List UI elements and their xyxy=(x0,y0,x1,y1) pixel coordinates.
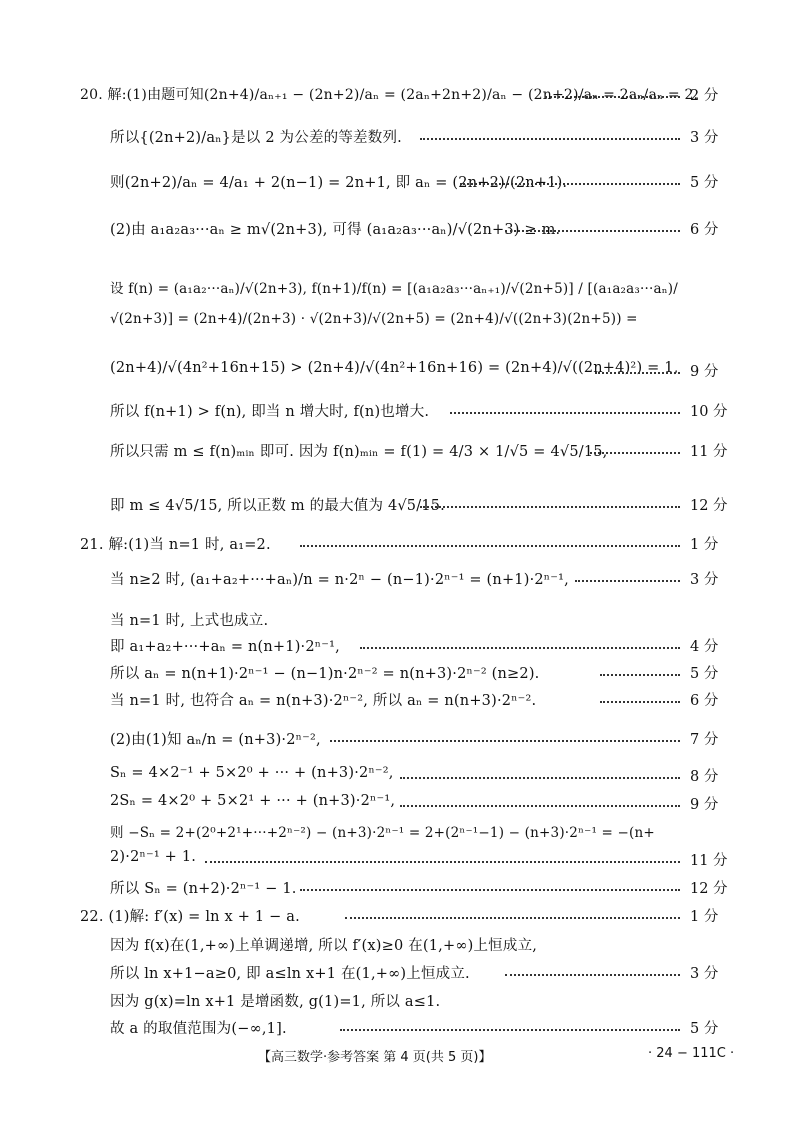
answer-line-20-1 xyxy=(0,76,800,110)
answer-text: 所以 Sₙ = (n+2)·2ⁿ⁻¹ − 1. xyxy=(110,881,297,897)
answer-text: 当 n≥2 时, (a₁+a₂+···+aₙ)/n = n·2ⁿ − (n−1)·2ⁿ⁻¹ = (n+1)·2ⁿ⁻¹, xyxy=(110,572,569,588)
leader-dots xyxy=(345,917,680,919)
score-label: 2 分 xyxy=(690,88,719,104)
answer-line-22-2 xyxy=(0,929,800,957)
answer-text: 2Sₙ = 4×2⁰ + 5×2¹ + ··· + (n+3)·2ⁿ⁻¹, xyxy=(110,793,396,809)
answer-line-20-5 xyxy=(0,266,800,344)
footer-title: 【高三数学·参考答案 第 4 页(共 5 页)】 xyxy=(258,1050,492,1065)
leader-dots xyxy=(505,974,680,976)
score-label: 3 分 xyxy=(690,130,719,146)
answer-text: 所以只需 m ≤ f(n)ₘᵢₙ 即可. 因为 f(n)ₘᵢₙ = f(1) = 4/3 × 1/√5 = 4√5/15, xyxy=(110,444,608,460)
answer-text: 即 m ≤ 4√5/15, 所以正数 m 的最大值为 4√5/15. xyxy=(110,498,445,514)
answer-text: 20. 解:(1)由题可知(2n+4)/aₙ₊₁ − (2n+2)/aₙ = (2aₙ+2n+2)/aₙ − (2n+2)/aₙ = 2aₙ/aₙ = 2. xyxy=(80,87,699,103)
footer-code: · 24 − 111C · xyxy=(648,1046,735,1061)
leader-dots xyxy=(450,412,680,414)
answer-line-21-10 xyxy=(0,816,800,844)
score-label: 1 分 xyxy=(690,537,719,553)
answer-line-20-2 xyxy=(0,118,800,152)
score-label: 5 分 xyxy=(690,666,719,682)
answer-line-21-5 xyxy=(0,657,800,685)
leader-dots xyxy=(595,372,680,374)
score-label: 11 分 xyxy=(690,444,728,460)
answer-text: 所以{(2n+2)/aₙ}是以 2 为公差的等差数列. xyxy=(110,130,402,146)
answer-text: (2)由(1)知 aₙ/n = (n+3)·2ⁿ⁻², xyxy=(110,732,321,748)
answer-line-20-9 xyxy=(0,486,800,520)
score-label: 6 分 xyxy=(690,693,719,709)
answer-line-22-3 xyxy=(0,957,800,985)
answer-text: 设 f(n) = (a₁a₂···aₙ)/√(2n+3), f(n+1)/f(n) = [(a₁a₂a₃···aₙ₊₁)/√(2n+5)] / [(a₁a₂a₃···aₙ)/√(2n+3)] = (2n+4)/(2n+3) · √(2n+3)/√(2n+5) = (2n+4)/√((2n+3)(2n+5)) = xyxy=(110,281,679,327)
answer-text: 2)·2ⁿ⁻¹ + 1. xyxy=(110,849,197,865)
score-label: 10 分 xyxy=(690,404,728,420)
answer-text: 当 n=1 时, 也符合 aₙ = n(n+3)·2ⁿ⁻², 所以 aₙ = n(n+3)·2ⁿ⁻². xyxy=(110,693,537,709)
answer-line-22-5 xyxy=(0,1012,800,1040)
answer-line-20-4 xyxy=(0,210,800,244)
answer-text: 21. 解:(1)当 n=1 时, a₁=2. xyxy=(80,537,271,553)
leader-dots xyxy=(205,861,680,863)
answer-line-20-7 xyxy=(0,395,800,423)
answer-text: 因为 g(x)=ln x+1 是增函数, g(1)=1, 所以 a≤1. xyxy=(110,994,441,1010)
leader-dots xyxy=(590,452,680,454)
answer-line-21-2 xyxy=(0,560,800,594)
answer-text: 所以 f(n+1) > f(n), 即当 n 增大时, f(n)也增大. xyxy=(110,404,430,420)
leader-dots xyxy=(340,1029,680,1031)
leader-dots xyxy=(360,647,680,649)
answer-line-21-7 xyxy=(0,720,800,754)
score-label: 12 分 xyxy=(690,881,728,897)
answer-line-21-3 xyxy=(0,604,800,632)
score-label: 9 分 xyxy=(690,797,719,813)
answer-text: 即 a₁+a₂+···+aₙ = n(n+1)·2ⁿ⁻¹, xyxy=(110,639,340,655)
leader-dots xyxy=(300,545,680,547)
answer-text: 故 a 的取值范围为(−∞,1]. xyxy=(110,1021,287,1037)
answer-text: 所以 ln x+1−a≥0, 即 a≤ln x+1 在(1,+∞)上恒成立. xyxy=(110,966,470,982)
leader-dots xyxy=(575,580,680,582)
answer-text: 则 −Sₙ = 2+(2⁰+2¹+···+2ⁿ⁻²) − (n+3)·2ⁿ⁻¹ = 2+(2ⁿ⁻¹−1) − (n+3)·2ⁿ⁻¹ = −(n+ xyxy=(110,825,655,841)
score-label: 5 分 xyxy=(690,175,719,191)
answer-line-22-1 xyxy=(0,900,800,928)
answer-line-21-9 xyxy=(0,788,800,816)
answer-line-21-8 xyxy=(0,760,800,788)
score-label: 5 分 xyxy=(690,1021,719,1037)
leader-dots xyxy=(505,230,680,232)
leader-dots xyxy=(300,889,680,891)
answer-text: 因为 f(x)在(1,+∞)上单调递增, 所以 f′(x)≥0 在(1,+∞)上恒成立, xyxy=(110,938,538,954)
score-label: 3 分 xyxy=(690,572,719,588)
answer-text: 则(2n+2)/aₙ = 4/a₁ + 2(n−1) = 2n+1, 即 aₙ = (2n+2)/(2n+1). xyxy=(110,175,568,191)
answer-line-20-3 xyxy=(0,163,800,197)
answer-text: (2n+4)/√(4n²+16n+15) > (2n+4)/√(4n²+16n+16) = (2n+4)/√((2n+4)²) = 1, xyxy=(110,360,679,376)
leader-dots xyxy=(600,701,680,703)
answer-line-20-8 xyxy=(0,432,800,466)
leader-dots xyxy=(420,138,680,140)
score-label: 6 分 xyxy=(690,222,719,238)
leader-dots xyxy=(460,183,680,185)
score-label: 4 分 xyxy=(690,639,719,655)
answer-line-21-11 xyxy=(0,844,800,872)
answer-line-21-12 xyxy=(0,872,800,900)
score-label: 9 分 xyxy=(690,364,719,380)
answer-line-21-6 xyxy=(0,684,800,712)
score-label: 12 分 xyxy=(690,498,728,514)
score-label: 3 分 xyxy=(690,966,719,982)
leader-dots xyxy=(400,777,680,779)
answer-line-21-1 xyxy=(0,528,800,556)
leader-dots xyxy=(400,805,680,807)
answer-text: 22. (1)解: f′(x) = ln x + 1 − a. xyxy=(80,909,300,925)
score-label: 8 分 xyxy=(690,769,719,785)
leader-dots xyxy=(545,96,680,98)
answer-text: (2)由 a₁a₂a₃···aₙ ≥ m√(2n+3), 可得 (a₁a₂a₃···aₙ)/√(2n+3) ≥ m. xyxy=(110,222,561,238)
leader-dots xyxy=(420,506,680,508)
answer-text: Sₙ = 4×2⁻¹ + 5×2⁰ + ··· + (n+3)·2ⁿ⁻², xyxy=(110,765,394,781)
answer-text: 当 n=1 时, 上式也成立. xyxy=(110,613,269,629)
score-label: 11 分 xyxy=(690,853,728,869)
leader-dots xyxy=(600,674,680,676)
score-label: 1 分 xyxy=(690,909,719,925)
page-footer xyxy=(0,1044,800,1066)
answer-line-22-4 xyxy=(0,985,800,1013)
answer-line-20-6 xyxy=(0,352,800,386)
leader-dots xyxy=(330,740,680,742)
answer-text: 所以 aₙ = n(n+1)·2ⁿ⁻¹ − (n−1)n·2ⁿ⁻² = n(n+3)·2ⁿ⁻² (n≥2). xyxy=(110,666,540,682)
score-label: 7 分 xyxy=(690,732,719,748)
answer-line-21-4 xyxy=(0,630,800,658)
